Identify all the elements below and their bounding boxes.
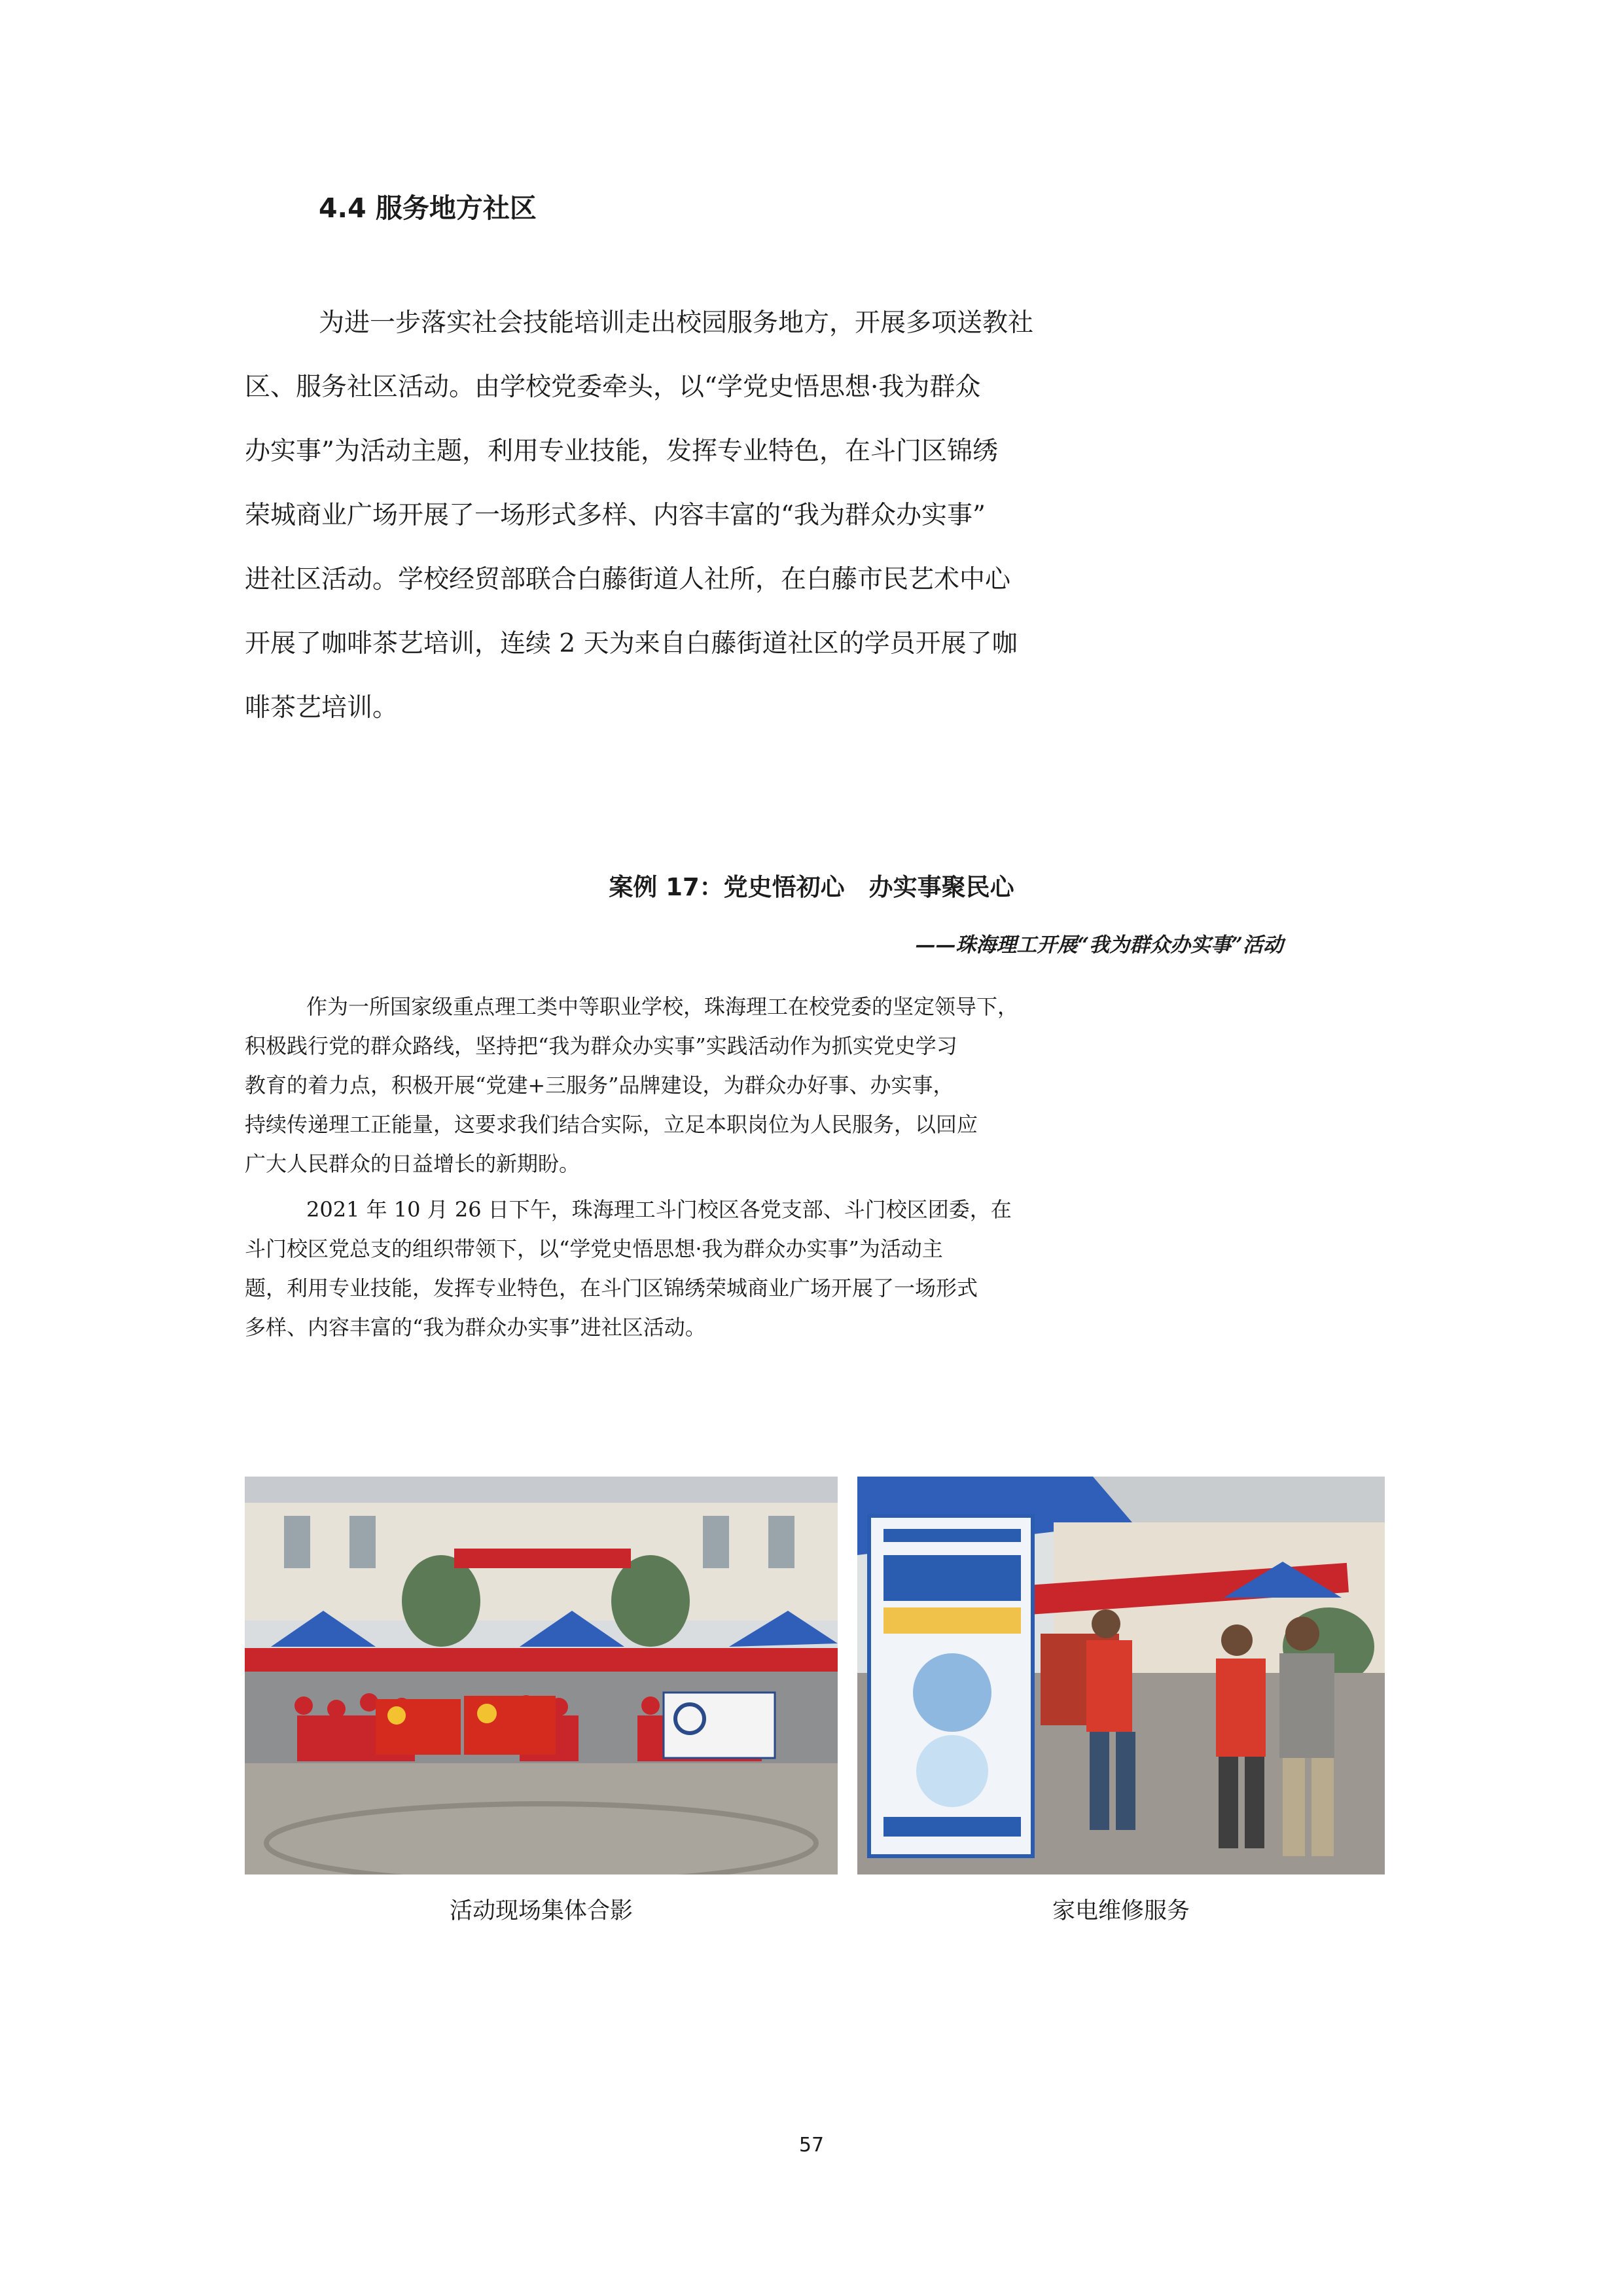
paragraph-line-1: 为进一步落实社会技能培训走出校园服务地方，开展多项送教社 [319,308,1034,338]
paragraph-line-3: 办实事”为活动主题，利用专业技能，发挥专业特色，在斗门区锦绣 [245,437,998,466]
group-photo [245,1477,838,1874]
case-line-9: 多样、内容丰富的“我为群众办实事”进社区活动。 [245,1315,706,1340]
case-line-3: 教育的着力点，积极开展“党建+三服务”品牌建设，为群众办好事、办实事， [245,1073,954,1098]
case-line-2: 积极践行党的群众路线，坚持把“我为群众办实事”实践活动作为抓实党史学习 [245,1033,957,1058]
repair-service-photo [857,1477,1385,1874]
case-line-5: 广大人民群众的日益增长的新期盼。 [245,1151,580,1176]
repair-photo-caption: 家电维修服务 [1052,1898,1190,1924]
paragraph-line-6: 开展了咖啡茶艺培训，连续 2 天为来自白藤街道社区的学员开展了咖 [245,629,1018,658]
paragraph-line-4: 荣城商业广场开展了一场形式多样、内容丰富的“我为群众办实事” [245,501,986,530]
paragraph-line-5: 进社区活动。学校经贸部联合白藤街道人社所，在白藤市民艺术中心 [245,565,1011,594]
group-photo-caption: 活动现场集体合影 [449,1898,633,1924]
case-line-6: 2021 年 10 月 26 日下午，珠海理工斗门校区各党支部、斗门校区团委，在 [306,1197,1012,1222]
case-title: 案例 17：党史悟初心 办实事聚民心 [609,873,1014,901]
case-line-7: 斗门校区党总支的组织带领下，以“学党史悟思想·我为群众办实事”为活动主 [245,1236,943,1261]
case-line-1: 作为一所国家级重点理工类中等职业学校，珠海理工在校党委的坚定领导下， [306,994,1019,1019]
case-subtitle: ——珠海理工开展“我为群众办实事”活动 [915,933,1283,957]
paragraph-line-7: 啡茶艺培训。 [245,693,399,723]
page-number: 57 [798,2134,825,2157]
case-line-8: 题，利用专业技能，发挥专业特色，在斗门区锦绣荣城商业广场开展了一场形式 [245,1276,978,1300]
section-heading: 4.4 服务地方社区 [319,192,537,224]
paragraph-line-2: 区、服务社区活动。由学校党委牵头，以“学党史悟思想·我为群众 [245,372,981,402]
case-line-4: 持续传递理工正能量，这要求我们结合实际，立足本职岗位为人民服务，以回应 [245,1112,978,1137]
